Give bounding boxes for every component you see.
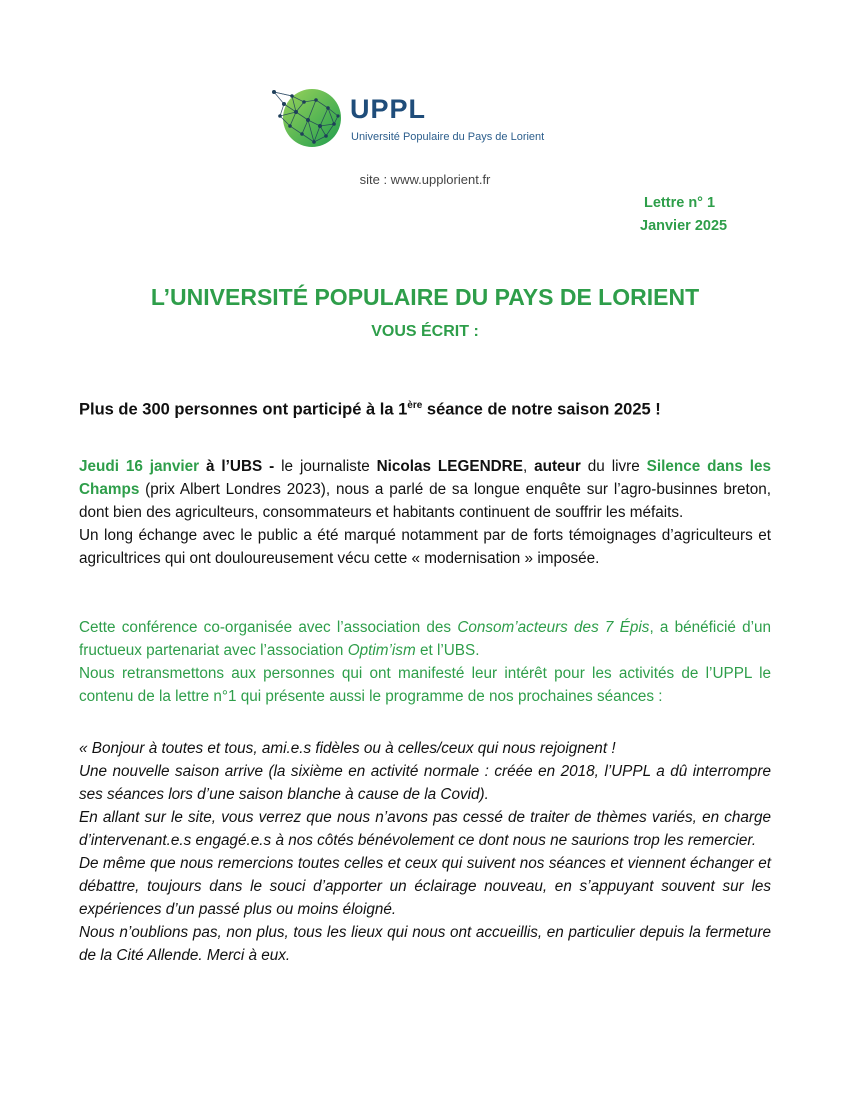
headline xyxy=(79,400,779,420)
intro-paragraph xyxy=(79,455,771,570)
letter-paragraph: Une nouvelle saison arrive (la sixième en activité normale : créée en 2018, l’UPPL a dû interrompre ses séances lors d’une saison blanche à cause de la Covid). xyxy=(79,763,771,803)
site-url: site : www.upplorient.fr xyxy=(359,172,491,187)
letter-body xyxy=(79,737,771,967)
letter-date: Janvier 2025 xyxy=(640,218,728,234)
letter-paragraph: Nous n’oublions pas, non plus, tous les lieux qui nous ont accueillis, en particulier depuis la fermeture de la Cité Allende. Merci à eux. xyxy=(79,924,771,964)
intro-text-3: du livre xyxy=(580,458,647,475)
headline-sup: ère xyxy=(407,400,423,411)
letter-paragraph: De même que nous remercions toutes celles et ceux qui suivent nos séances et viennent échanger et débattre, toujours dans le souci d’apporter un éclairage nouveau, en s’appuyant souvent sur les expériences d’un passé plus ou moins éloigné. xyxy=(79,855,771,918)
intro-text-1: le journaliste xyxy=(281,458,377,475)
headline-before: Plus de 300 personnes ont participé à la 1 xyxy=(79,400,408,419)
book-title: Silence dans les Champs xyxy=(79,458,772,498)
letter-paragraph: « Bonjour à toutes et tous, ami.e.s fidèles ou à celles/ceux qui nous rejoignent ! xyxy=(79,740,616,757)
logo-subtitle: Université Populaire du Pays de Lorient xyxy=(351,131,545,143)
network-globe-icon xyxy=(268,86,344,154)
letter-number: Lettre n° 1 xyxy=(644,195,716,211)
intro-text-4: (prix Albert Londres 2023), nous a parlé de sa longue enquête sur l’agro-businnes breton, dont bien des agriculteurs, consommateurs et habitants continuent de souffrir les méfaits. xyxy=(79,481,771,521)
intro-text-2: , xyxy=(522,458,535,475)
association-2: Optim’ism xyxy=(347,642,416,659)
partners-text-1: Cette conférence co-organisée avec l’association des xyxy=(79,619,458,636)
uppl-logo xyxy=(268,86,568,156)
intro-line-2: Un long échange avec le public a été marqué notamment par de forts témoignages d’agriculteurs et agricultrices qui ont douloureusement vécu cette « modernisation » imposée. xyxy=(79,527,771,567)
partners-line-2: Nous retransmettons aux personnes qui ont manifesté leur intérêt pour les activités de l’UPPL le contenu de la lettre n°1 qui présente aussi le programme de nos prochaines séances : xyxy=(79,665,771,705)
partners-text-3: et l’UBS. xyxy=(415,642,480,659)
journalist-name: Nicolas LEGENDRE xyxy=(376,458,523,475)
page-subtitle: VOUS ÉCRIT : xyxy=(371,323,479,340)
partners-line-1 xyxy=(79,616,771,662)
page-title: L’UNIVERSITÉ POPULAIRE DU PAYS DE LORIENT xyxy=(150,284,700,310)
association-1: Consom’acteurs des 7 Épis xyxy=(457,619,650,636)
event-date: Jeudi 16 janvier xyxy=(79,458,200,475)
headline-after: séance de notre saison 2025 ! xyxy=(422,400,661,419)
partners-paragraph xyxy=(79,616,771,708)
letter-info xyxy=(640,192,727,238)
letter-paragraph: En allant sur le site, vous verrez que nous n’avons pas cessé de traiter de thèmes variés, en charge d’intervenant.e.s engagé.e.s à nos côtés bénévolement ce dont nous ne saurions trop les remercier. xyxy=(79,809,771,849)
logo-name: UPPL xyxy=(350,94,427,124)
intro-line-1 xyxy=(79,455,771,524)
author-label: auteur xyxy=(534,458,581,475)
event-place: à l’UBS - xyxy=(199,458,282,475)
partners-text-2: , a bénéficié d’un fructueux partenariat avec l’association xyxy=(79,619,772,659)
